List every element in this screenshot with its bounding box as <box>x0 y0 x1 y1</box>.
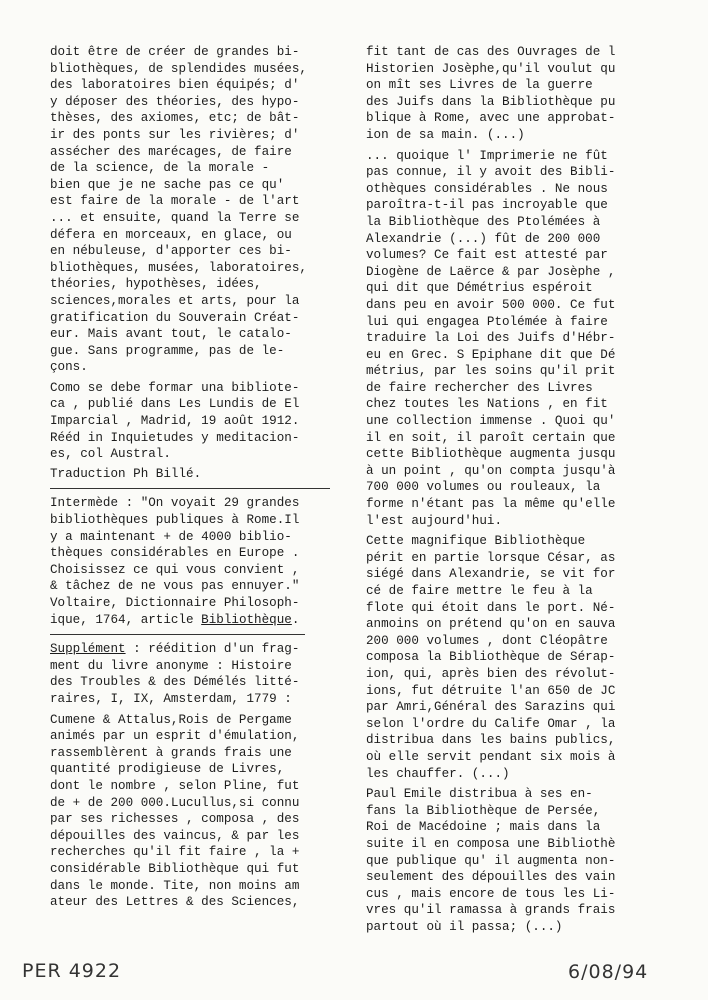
intermede-end: . <box>291 612 300 627</box>
supplement-paragraph <box>50 641 352 707</box>
handwritten-reference: PER 4922 <box>22 960 122 982</box>
left-column <box>50 44 352 915</box>
supplement-text: : réédition d'un frag- ment du livre anonyme : Histoire des Troubles & des Démélés litté- raires, I, IX, Amsterdam, 1779 : <box>50 642 300 706</box>
divider-1 <box>50 488 330 489</box>
pergame-paragraph: Cumene & Attalus,Rois de Pergame animés par un esprit d'émulation, rassemblèrent à grands frais une quantité prodigieuse de Livres, dont le nombre , selon Pline, fut de + de 200 000.Lucullus,si connu par ses richesses , composa , des dépouilles des vaincus, & par les recherches qu'il fit faire , la + considérable Bibliothèque qui fut dans le monde. Tite, non moins am ateur des Lettres & des Sciences, <box>50 712 300 910</box>
right-column <box>366 44 662 939</box>
right-paragraph-1: fit tant de cas des Ouvrages de l Historien Josèphe,qu'il voulut qu on mît ses Livres de la guerre des Juifs dans la Bibliothèque pu blique à Rome, avec une approbat- ion de sa main. (...) <box>366 45 616 142</box>
right-paragraph-3: Cette magnifique Bibliothèque périt en partie lorsque César, as siégé dans Alexandrie, se vit for cé de faire mettre le feu à la flote qui étoit dans le port. Né- anmoins on prétend qu'on en sauva 200 000 volumes , dont Cléopâtre composa la Bibliothèque de Sérap- ion, qui, après bien des révolut- ions, fut détruite l'an 650 de JC par Amri,Général des Sarazins qui selon l'ordre du Calife Omar , la distribua dans les bains publics, où elle servit pendant six mois à les chauffer. (...) <box>366 534 616 781</box>
right-paragraph-4: Paul Emile distribua à ses en- fans la Bibliothèque de Persée, Roi de Macédoine ; mais dans la suite il en composa une Bibliothè que publique qu' il augmenta non- seulement des dépouilles des vain cus , mais encore de tous les Li- vres qu'il ramassa à grands frais partout où il passa; (...) <box>366 787 616 934</box>
intermede-text: Intermède : "On voyait 29 grandes bibliothèques publiques à Rome.Il y a maintenant + de 4000 biblio- thèques considérables en Europe . Choisissez ce qui vous convient , & tâchez de ne vous pas ennuyer." Voltaire, Dictionnaire Philosoph- ique, 1764, article <box>50 496 300 627</box>
divider-2 <box>50 634 305 635</box>
source-citation: Como se debe formar una bibliote- ca , publié dans Les Lundis de El Imparcial , Madrid, 19 août 1912. Rééd in Inquietudes y meditacion- es, col Austral. <box>50 380 300 462</box>
handwritten-date: 6/08/94 <box>568 961 649 983</box>
left-paragraph-1: doit être de créer de grandes bi- bliothèques, de splendides musées, des laboratoires bien équipés; d' y déposer des théories, des hypo- thèses, des axiomes, etc; de bât- ir des ponts sur les rivières; d' assécher des marécages, de faire de la science, de la morale - bien que je ne sache pas ce qu' est faire de la morale - de l'art ... et ensuite, quand la Terre se défera en morceaux, en glace, ou en nébuleuse, d'apporter ces bi- bliothèques, musées, laboratoires, théories, hypothèses, idées, sciences,morales et arts, pour la gratification du Souverain Créat- eur. Mais avant tout, le catalo- gue. Sans programme, pas de le- çons. <box>50 45 307 375</box>
intermede-underlined: Bibliothèque <box>201 612 292 627</box>
supplement-label: Supplément <box>50 642 126 657</box>
translation-credit: Traduction Ph Billé. <box>50 466 202 481</box>
intermede-paragraph <box>50 495 352 628</box>
right-paragraph-2: ... quoique l' Imprimerie ne fût pas connue, il y avoit des Bibli- othèques considérables . Ne nous paroîtra-t-il pas incroyable que la Bibliothèque des Ptolémées à Alexandrie (...) fût de 200 000 volumes? Ce fait est attesté par Diogène de Laërce & par Josèphe , qui dit que Démétrius espéroit dans peu en avoir 500 000. Ce fut lui qui engagea Ptolémée à faire traduire la Loi des Juifs d'Hébr- eu en Grec. S Epiphane dit que Dé métrius, par les soins qu'il prit de faire rechercher des Livres chez toutes les Nations , en fit une collection immense . Quoi qu' il en soit, il paroît certain que cette Bibliothèque augmenta jusqu à un point , qu'on compta jusqu'à 700 000 volumes ou rouleaux, la forme n'étant pas la même qu'elle l'est aujourd'hui. <box>366 148 616 528</box>
